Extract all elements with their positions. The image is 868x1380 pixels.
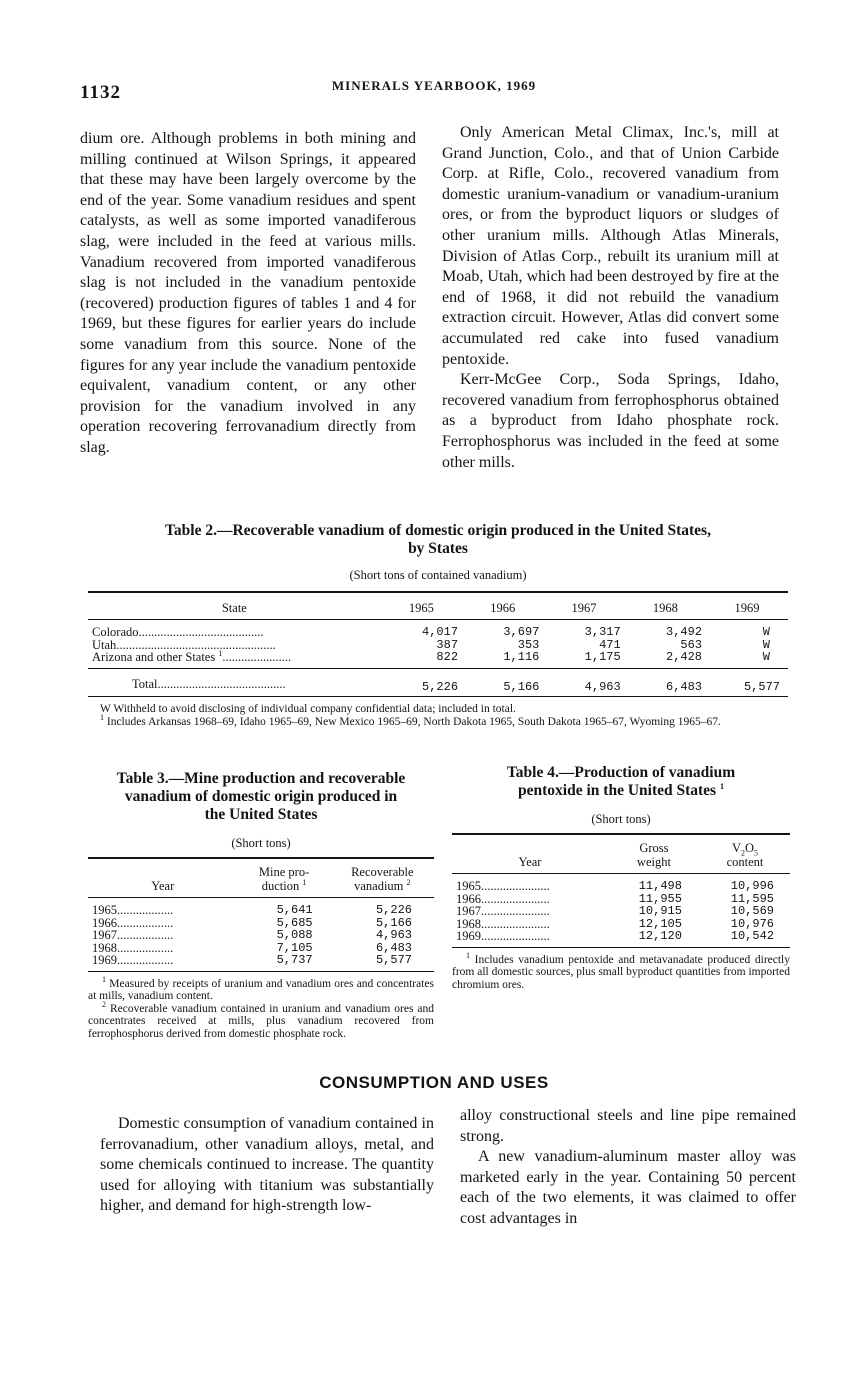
row-label-text: Total bbox=[132, 676, 158, 691]
footnote-text: Measured by receipts of uranium and vanadium ores and concentrates at mills, vanadium content. bbox=[88, 977, 435, 1002]
leader-dots: ...................... bbox=[481, 879, 550, 893]
leader-dots: .................. bbox=[117, 915, 174, 930]
paragraph: Kerr-McGee Corp., Soda Springs, Idaho, recovered vanadium from ferrophosphorus obtained as a byproduct from Idaho phosphate rock. Ferrophosphorus was included in the feed at some other mills. bbox=[442, 371, 779, 471]
paragraph: A new vanadium-aluminum master alloy was marketed early in the year. Containing 50 percent each of the two elements, it was claimed to offer cost advantages in bbox=[460, 1148, 796, 1227]
title-text: pentoxide in the United States bbox=[518, 782, 717, 799]
table-row bbox=[88, 651, 788, 668]
cell: 5,226 bbox=[375, 903, 412, 917]
column-header: 1965 bbox=[408, 601, 434, 615]
cell: 6,483 bbox=[375, 940, 412, 955]
header-line: Recoverable bbox=[351, 865, 414, 879]
cell: 10,569 bbox=[730, 904, 774, 918]
footnote-text: Includes Arkansas 1968–69, Idaho 1965–69, New Mexico 1965–69, North Dakota 1965, South Dakota 1965–67, Wyoming 1965–67. bbox=[106, 715, 721, 728]
table-row bbox=[452, 874, 790, 893]
table-3-title-line: vanadium of domestic origin produced in bbox=[124, 788, 398, 805]
footnote-marker: 2 bbox=[102, 999, 106, 1009]
leader-dots: ...................... bbox=[481, 929, 550, 943]
section-right-column bbox=[460, 1106, 796, 1230]
table-3-footnotes bbox=[88, 974, 435, 1041]
paragraph: dium ore. Although problems in both mining and milling continued at Wilson Springs, it appeared that these may have been largely overcome by the end of the year. Some vanadium residues and spent catalysts, as well as some imported vanadiferous slag, were included in the feed at various mills. Vanadium recovered from imported vanadiferous slag is not included in the vanadium pentoxide (recovered) production figures of tables 1 and 4 for 1969, but these figures for earlier years do include some vanadium from this source. None of the figures for any year include the vanadium pentoxide equivalent, vanadium content, or any other provision for the vanadium involved in any operation recovering ferrovanadium directly from slag. bbox=[80, 130, 416, 456]
table-3-grid bbox=[88, 857, 434, 972]
header-line: content bbox=[726, 855, 764, 869]
cell: 5,641 bbox=[276, 903, 313, 917]
row-label-text: Colorado bbox=[92, 625, 139, 639]
footnote-marker: 1 bbox=[719, 781, 724, 791]
table-2-title-line: by States bbox=[408, 540, 468, 557]
row-label-text: 1968 bbox=[456, 916, 481, 931]
column-header bbox=[331, 858, 434, 898]
header-line: $V_2O_5$ bbox=[731, 841, 758, 858]
subscript: 5 bbox=[754, 848, 758, 858]
cell: 2,428 bbox=[666, 650, 703, 664]
header-line bbox=[242, 879, 327, 893]
row-label bbox=[88, 648, 381, 668]
column-header: 1966 bbox=[490, 601, 516, 615]
table-4-title bbox=[452, 764, 790, 800]
leader-dots: ................................................... bbox=[116, 637, 276, 652]
row-label bbox=[452, 874, 608, 893]
row-label-text: 1967 bbox=[92, 928, 117, 942]
table-2 bbox=[88, 522, 788, 728]
table-3-title-line: Table 3.—Mine production and recoverable bbox=[116, 770, 406, 787]
column-header bbox=[700, 834, 790, 874]
row-label-text: 1965 bbox=[92, 903, 117, 917]
page-number: 1132 bbox=[80, 82, 121, 103]
row-label-text: Utah bbox=[92, 637, 117, 652]
footnote-marker: 1 bbox=[102, 974, 106, 984]
footnote bbox=[88, 712, 788, 729]
footnote-text: Includes vanadium pentoxide and metavanadate produced directly from all domestic sources, plus small byproduct quantities from imported chromium ores. bbox=[452, 953, 791, 991]
row-label-text: 1969 bbox=[456, 929, 481, 943]
row-label-text: 1965 bbox=[456, 879, 481, 893]
cell: 5,166 bbox=[503, 679, 540, 694]
footnote bbox=[88, 974, 435, 1003]
table-4-title-line: Table 4.—Production of vanadium bbox=[506, 764, 736, 781]
table-2-title-line: Table 2.—Recoverable vanadium of domestic origin produced in the United States, bbox=[165, 522, 711, 539]
header-line: weight bbox=[636, 855, 671, 869]
table-row bbox=[452, 930, 790, 947]
cell: W bbox=[762, 637, 770, 652]
table-2-footnotes bbox=[88, 703, 788, 728]
cell: 3,317 bbox=[584, 625, 621, 639]
cell: 353 bbox=[517, 637, 540, 652]
cell: 10,976 bbox=[730, 916, 774, 931]
cell: 11,498 bbox=[638, 879, 682, 893]
cell: 4,963 bbox=[375, 928, 412, 942]
cell: 471 bbox=[599, 637, 621, 652]
cell: W bbox=[762, 625, 770, 639]
paragraph: alloy constructional steels and line pipe remained strong. bbox=[460, 1107, 796, 1145]
section-heading: CONSUMPTION AND USES bbox=[319, 1073, 549, 1092]
cell: 10,542 bbox=[730, 929, 774, 943]
row-label bbox=[88, 954, 238, 971]
row-label-text: 1966 bbox=[92, 915, 117, 930]
table-4-footnotes bbox=[452, 950, 791, 992]
paragraph: Domestic consumption of vanadium contained in ferrovanadium, other vanadium alloys, metal, and some chemicals continued to increase. The quantity used for alloying with titanium was substantially higher, and demand for high-strength low- bbox=[100, 1115, 434, 1215]
column-header: Year bbox=[518, 855, 542, 869]
cell: 4,963 bbox=[584, 679, 621, 694]
leader-dots: ...................... bbox=[481, 891, 550, 906]
table-row bbox=[88, 620, 788, 639]
cell: 4,017 bbox=[422, 625, 459, 639]
table-4-subtitle: (Short tons) bbox=[591, 812, 651, 826]
cell: 5,226 bbox=[422, 679, 459, 694]
row-label bbox=[88, 620, 381, 639]
cell: 10,915 bbox=[638, 904, 682, 918]
leader-dots: ......................................... bbox=[157, 676, 286, 691]
column-header: 1967 bbox=[571, 601, 597, 615]
table-4-body bbox=[452, 874, 790, 948]
table-3-subtitle: (Short tons) bbox=[231, 836, 291, 850]
cell: 3,697 bbox=[503, 625, 540, 639]
cell: 822 bbox=[436, 650, 459, 664]
cell: 1,116 bbox=[503, 650, 540, 664]
cell: 387 bbox=[436, 637, 459, 652]
cell: 5,166 bbox=[375, 915, 412, 930]
table-row bbox=[88, 898, 434, 917]
subscript: 2 bbox=[740, 848, 745, 858]
leader-dots: ........................................ bbox=[138, 625, 264, 639]
cell: 12,105 bbox=[638, 916, 682, 931]
leader-dots: ...................... bbox=[222, 650, 292, 664]
table-3 bbox=[88, 770, 434, 1040]
cell: 5,737 bbox=[276, 953, 313, 967]
footnote: W Withheld to avoid disclosing of individual company confidential data; included in total. bbox=[100, 703, 516, 715]
column-header bbox=[608, 834, 700, 874]
leader-dots: .................. bbox=[117, 928, 174, 942]
header-line: Gross bbox=[639, 841, 669, 855]
row-label bbox=[452, 930, 608, 947]
cell: 12,120 bbox=[638, 929, 682, 943]
column-header: 1969 bbox=[734, 601, 760, 615]
table-row bbox=[88, 954, 434, 971]
body-left-column bbox=[80, 129, 416, 459]
row-label-text: 1966 bbox=[456, 891, 481, 906]
table-3-body bbox=[88, 898, 434, 972]
cell: 1,175 bbox=[584, 650, 621, 664]
footnote-marker: 1 bbox=[100, 712, 104, 722]
footnote-text: Recoverable vanadium contained in uranium and vanadium ores and concentrates received at mills, plus vanadium recovered from ferrophosphorus derived from domestic phosphate rock. bbox=[88, 1002, 434, 1040]
column-header bbox=[238, 858, 331, 898]
footnote-marker: 1 bbox=[218, 648, 223, 658]
table-3-title bbox=[88, 770, 434, 824]
footnote bbox=[88, 999, 434, 1041]
table-2-subtitle: (Short tons of contained vanadium) bbox=[349, 568, 527, 582]
table-3-title-line: the United States bbox=[204, 806, 318, 823]
leader-dots: .................. bbox=[117, 903, 174, 917]
table-2-title bbox=[88, 522, 788, 558]
footnote-marker: 1 bbox=[466, 950, 470, 960]
section-left-column bbox=[100, 1114, 434, 1217]
row-label-text: 1967 bbox=[456, 904, 481, 918]
leader-dots: .................. bbox=[117, 940, 174, 955]
leader-dots: ...................... bbox=[481, 916, 550, 931]
header-text: V bbox=[731, 841, 741, 855]
cell: 7,105 bbox=[276, 940, 313, 955]
row-label bbox=[88, 668, 381, 697]
header-line: Mine pro- bbox=[258, 865, 310, 879]
row-label-text: 1968 bbox=[92, 940, 117, 955]
paragraph: Only American Metal Climax, Inc.'s, mill at Grand Junction, Colo., and that of Union Carbide Corp. at Rifle, Colo., recovered vanadium from domestic uranium-vanadium or vanadium-uranium ores, or from the byproduct liquors or sludges of other uranium mills. Although Atlas Minerals, Division of Atlas Corp., rebuilt its uranium mill at Moab, Utah, which had been destroyed by fire at the end of 1968, it did not rebuild the vanadium extraction circuit. However, Atlas did convert some accumulated red cake into fused vanadium pentoxide. bbox=[442, 124, 779, 368]
cell: W bbox=[762, 650, 770, 664]
column-header: Year bbox=[151, 879, 175, 893]
cell: 10,996 bbox=[730, 879, 774, 893]
row-label-text: 1969 bbox=[92, 953, 117, 967]
column-header: 1968 bbox=[652, 601, 678, 615]
cell: 11,595 bbox=[730, 891, 774, 906]
header-text: vanadium bbox=[354, 879, 404, 893]
table-4-grid bbox=[452, 833, 790, 948]
header-line bbox=[335, 879, 430, 893]
table-4-title-line bbox=[452, 782, 790, 800]
footnote-marker: 1 bbox=[302, 877, 307, 887]
cell: 5,088 bbox=[276, 928, 313, 942]
cell: 5,685 bbox=[276, 915, 313, 930]
table-4 bbox=[452, 764, 790, 991]
leader-dots: ...................... bbox=[481, 904, 550, 918]
body-right-column bbox=[442, 123, 779, 473]
cell: 6,483 bbox=[666, 679, 703, 694]
column-header: State bbox=[221, 601, 247, 615]
row-label-text: Arizona and other States bbox=[92, 650, 216, 664]
table-total-row bbox=[88, 668, 788, 697]
row-label bbox=[88, 898, 238, 917]
footnote bbox=[452, 950, 791, 992]
table-2-grid bbox=[88, 591, 788, 697]
cell: 563 bbox=[680, 637, 703, 652]
cell: 11,955 bbox=[638, 891, 682, 906]
header-text: duction bbox=[261, 879, 300, 893]
cell: 5,577 bbox=[743, 679, 780, 694]
cell: 5,577 bbox=[375, 953, 412, 967]
running-title: MINERALS YEARBOOK, 1969 bbox=[331, 78, 537, 93]
footnote-marker: 2 bbox=[406, 877, 411, 887]
leader-dots: .................. bbox=[117, 953, 174, 967]
cell: 3,492 bbox=[666, 625, 703, 639]
